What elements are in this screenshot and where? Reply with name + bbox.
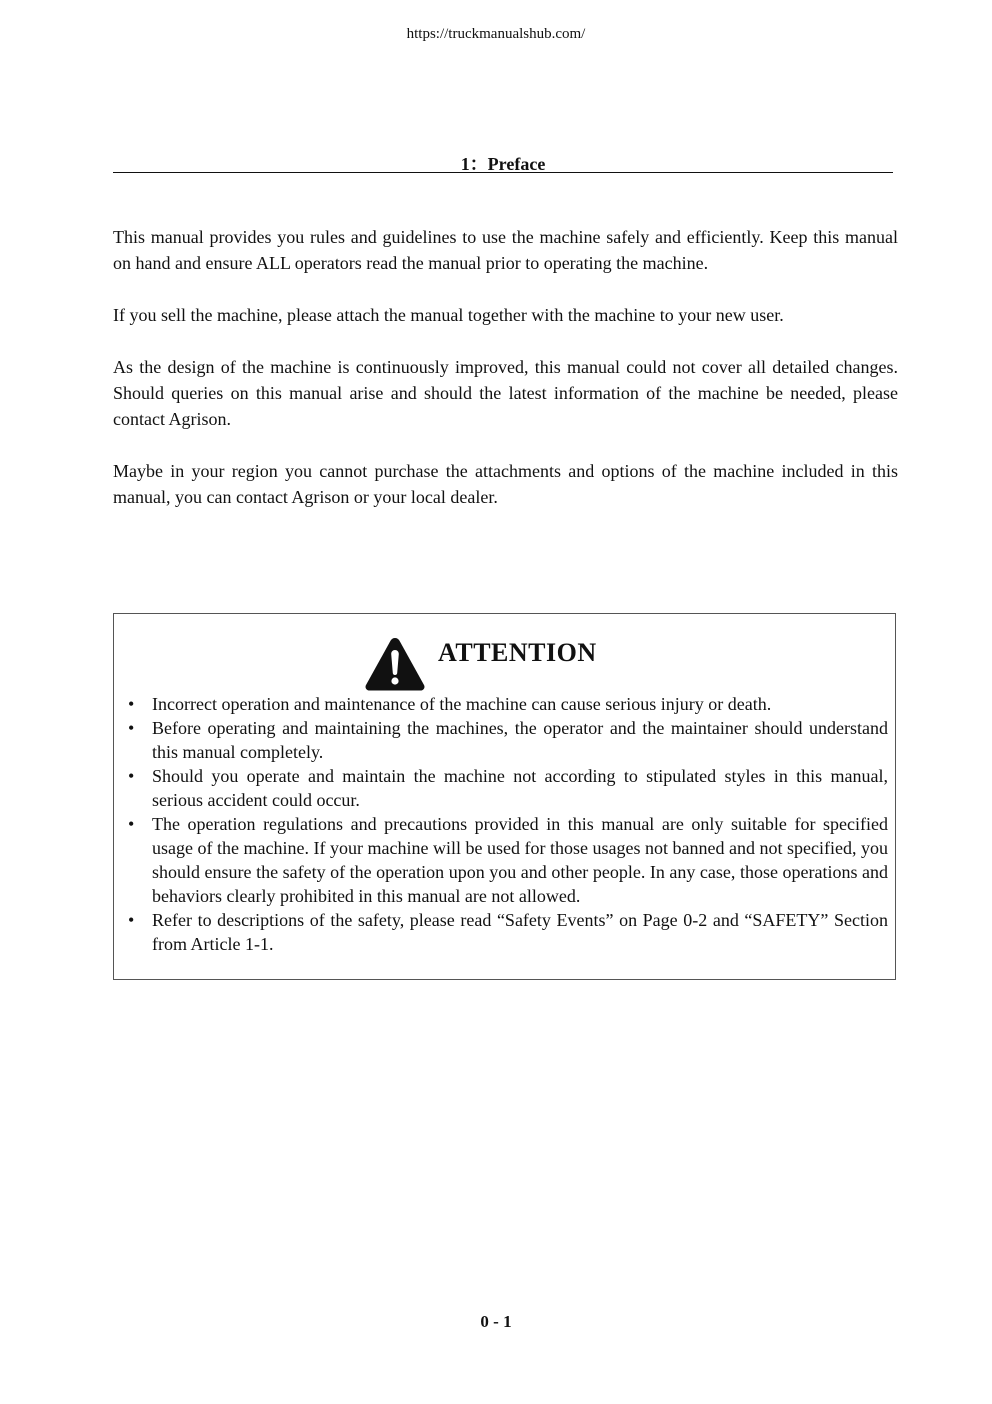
heading-divider [113, 172, 893, 173]
attention-item-text: The operation regulations and precautions provided in this manual are only suitable for specified usage of the machine. If your machine will be used for those usages not banned and not specified, you should ensure the safety of the operation upon you and other people. In any case, those operations and behaviors clearly prohibited in this manual are not allowed. [152, 814, 888, 906]
attention-item [128, 908, 888, 956]
bullet-icon: • [128, 910, 135, 930]
attention-box [113, 613, 896, 980]
attention-item-text: Incorrect operation and maintenance of the machine can cause serious injury or death. [152, 694, 772, 714]
attention-item-text: Before operating and maintaining the machines, the operator and the maintainer should understand this manual completely. [152, 718, 888, 762]
attention-item-text: Refer to descriptions of the safety, please read “Safety Events” on Page 0-2 and “SAFETY” Section from Article 1-1. [152, 910, 888, 954]
section-title: 1：Preface [460, 154, 546, 174]
paragraph: If you sell the machine, please attach the manual together with the machine to your new user. [113, 305, 784, 325]
page-number: 0 - 1 [480, 1312, 512, 1331]
bullet-icon: • [128, 814, 135, 834]
bullet-icon: • [128, 694, 135, 714]
attention-item [128, 812, 888, 908]
attention-item [128, 764, 888, 812]
attention-item-text: Should you operate and maintain the machine not according to stipulated styles in this manual, serious accident could occur. [152, 766, 888, 810]
source-url[interactable]: https://truckmanualshub.com/ [406, 26, 586, 42]
paragraph: As the design of the machine is continuously improved, this manual could not cover all detailed changes. Should queries on this manual arise and should the latest information of the machine be needed, please contact Agrison. [113, 357, 898, 429]
preface-body [113, 224, 898, 536]
attention-item [128, 716, 888, 764]
attention-list [128, 692, 888, 956]
attention-title: ATTENTION [438, 638, 597, 667]
paragraph: This manual provides you rules and guidelines to use the machine safely and efficiently. Keep this manual on hand and ensure ALL operators read the manual prior to operating the machine. [113, 227, 898, 273]
paragraph: Maybe in your region you cannot purchase the attachments and options of the machine included in this manual, you can contact Agrison or your local dealer. [113, 461, 898, 507]
bullet-icon: • [128, 766, 135, 786]
bullet-icon: • [128, 718, 135, 738]
warning-triangle-icon [364, 636, 426, 692]
attention-item [128, 692, 888, 716]
attention-header [364, 636, 597, 692]
